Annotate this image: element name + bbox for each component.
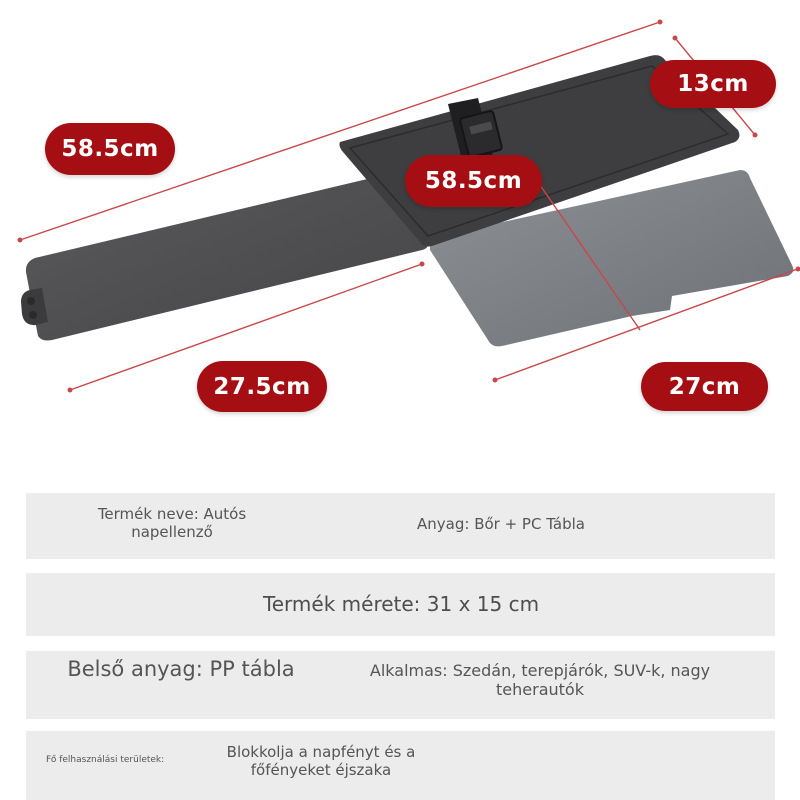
usage-text: Blokkolja a napfényt és a főfényeket éjszaka bbox=[226, 743, 416, 779]
spec-row-inner-suitable bbox=[26, 651, 775, 719]
spec-row-usage bbox=[26, 731, 775, 800]
usage-label: Fő felhasználási területek: bbox=[46, 755, 165, 765]
left-extension-panel bbox=[26, 170, 428, 341]
suitable-vehicles-text: Alkalmas: Szedán, terepjárók, SUV-k, nagy teherautók bbox=[369, 661, 711, 700]
dimension-badge-side-width: 13cm bbox=[650, 60, 776, 108]
rivet bbox=[27, 297, 35, 305]
inner-material-text: Belső anyag: PP tábla bbox=[67, 657, 295, 681]
dimension-badge-left-panel: 27.5cm bbox=[197, 361, 327, 412]
product-size-text: Termék mérete: 31 x 15 cm bbox=[262, 592, 540, 616]
dimension-badge-diagonal: 58.5cm bbox=[405, 155, 542, 207]
product-name-text: Termék neve: Autós napellenző bbox=[97, 505, 247, 541]
dimension-badge-total-length: 58.5cm bbox=[45, 123, 175, 175]
spec-row-size bbox=[26, 573, 775, 636]
dimension-badge-right-panel: 27cm bbox=[641, 362, 768, 411]
material-text: Anyag: Bőr + PC Tábla bbox=[417, 515, 585, 533]
spec-row-name-material bbox=[26, 493, 775, 559]
rivet bbox=[29, 311, 37, 319]
